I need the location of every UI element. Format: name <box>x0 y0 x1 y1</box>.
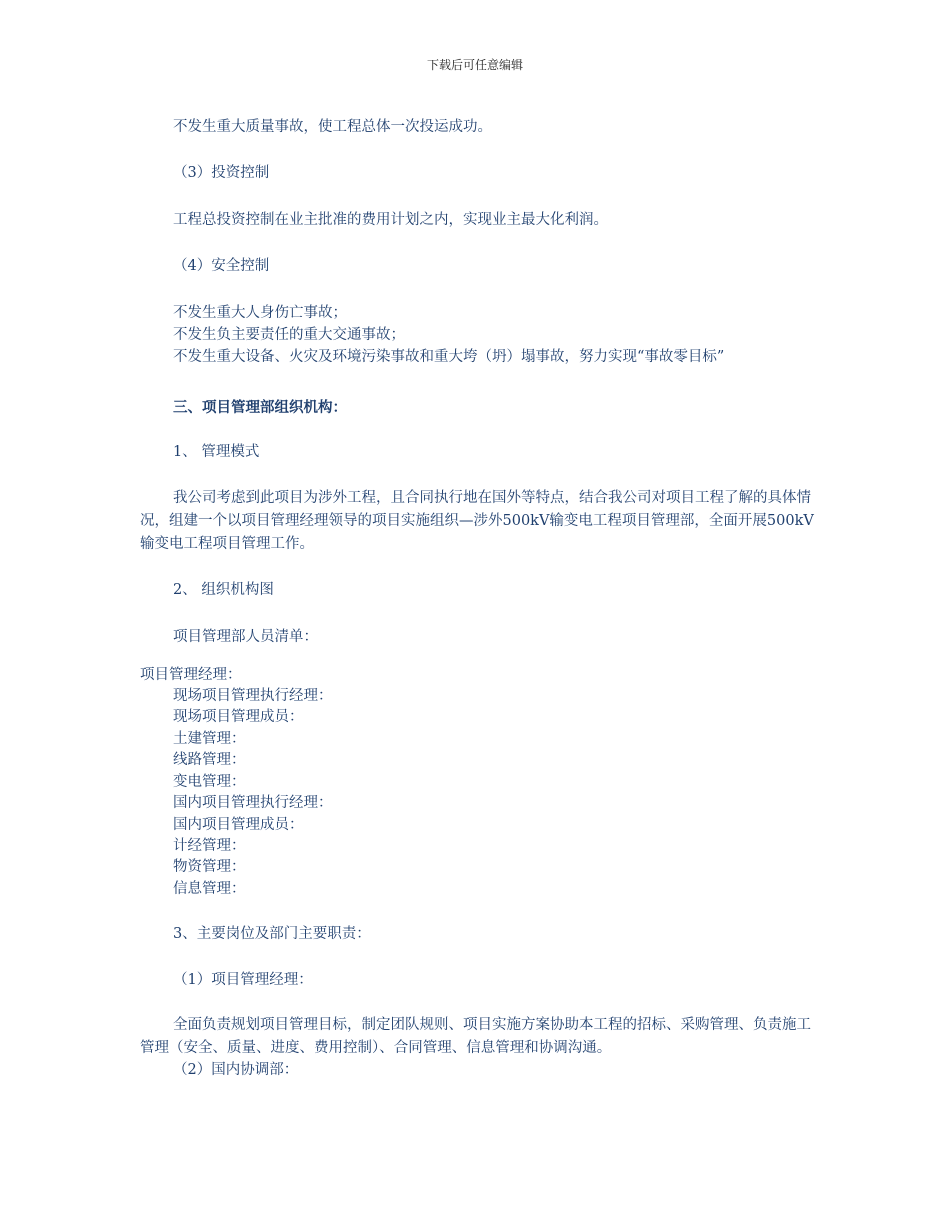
paragraph-safety-2: 不发生负主要责任的重大交通事故； <box>173 327 405 343</box>
staff-item-civil: 土建管理： <box>173 731 246 747</box>
paragraph-staff-list: 项目管理部人员清单： <box>173 629 318 645</box>
heading-project-manager-duty: （1）项目管理经理： <box>173 972 313 988</box>
paragraph-safety-1: 不发生重大人身伤亡事故； <box>173 305 347 321</box>
paragraph-quality-goal: 不发生重大质量事故，使工程总体一次投运成功。 <box>173 119 492 135</box>
heading-investment-control: （3）投资控制 <box>173 165 270 181</box>
heading-management-mode: 1、 管理模式 <box>173 444 260 460</box>
paragraph-investment-goal: 工程总投资控制在业主批准的费用计划之内，实现业主最大化利润。 <box>173 212 608 228</box>
paragraph-safety-3: 不发生重大设备、火灾及环境污染事故和重大垮（坍）塌事故，努力实现“事故零目标” <box>173 349 725 365</box>
staff-item-domestic-exec-manager: 国内项目管理执行经理： <box>173 795 333 811</box>
heading-domestic-coordination: （2）国内协调部： <box>173 1062 299 1078</box>
staff-item-project-manager: 项目管理经理： <box>140 667 242 683</box>
staff-item-site-exec-manager: 现场项目管理执行经理： <box>173 688 333 704</box>
section-heading-organization: 三、项目管理部组织机构： <box>173 399 347 416</box>
paragraph-management-mode: 我公司考虑到此项目为涉外工程，且合同执行地在国外等特点，结合我公司对项目工程了解的具体情况，组建一个以项目管理经理领导的项目实施组织—涉外500kV输变电工程项目管理部，全面开展500kV输变电工程项目管理工作。 <box>140 490 814 552</box>
heading-org-chart: 2、 组织机构图 <box>173 582 274 598</box>
staff-item-planning: 计经管理： <box>173 838 246 854</box>
staff-item-line: 线路管理： <box>173 752 246 768</box>
paragraph-project-manager-duty: 全面负责规划项目管理目标，制定团队规则、项目实施方案协助本工程的招标、采购管理、负责施工管理（安全、质量、进度、费用控制）、合同管理、信息管理和协调沟通。 <box>140 1017 811 1056</box>
staff-item-information: 信息管理： <box>173 881 246 897</box>
staff-item-site-members: 现场项目管理成员： <box>173 709 304 725</box>
staff-item-domestic-members: 国内项目管理成员： <box>173 817 304 833</box>
heading-duties: 3、主要岗位及部门主要职责： <box>173 926 371 942</box>
staff-item-materials: 物资管理： <box>173 859 246 875</box>
page-header: 下载后可任意编辑 <box>426 58 523 72</box>
heading-safety-control: （4）安全控制 <box>173 258 270 274</box>
staff-item-substation: 变电管理： <box>173 774 246 790</box>
